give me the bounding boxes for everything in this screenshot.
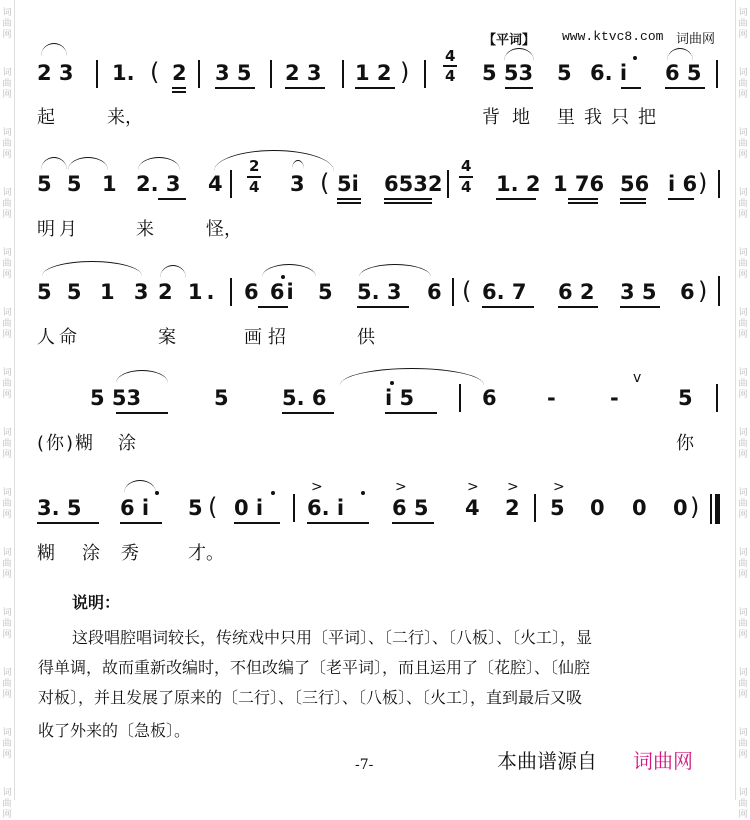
- watermark-char: 曲: [738, 739, 748, 749]
- note-group: 4: [208, 172, 223, 196]
- lyric: 里我只把: [557, 107, 665, 128]
- lyric: 供: [357, 327, 375, 348]
- lyric: 怪，: [206, 219, 242, 240]
- high-octave-dot: [155, 491, 159, 495]
- watermark-char: 词: [2, 68, 12, 78]
- page-number: -7-: [355, 757, 374, 773]
- note-group: 6. i: [590, 61, 628, 85]
- lyric: 糊: [37, 543, 55, 564]
- underline: [620, 202, 646, 204]
- watermark-char: 曲: [2, 139, 12, 149]
- slur: [262, 264, 316, 277]
- time-sig-bottom: 4: [461, 178, 472, 196]
- underline: [172, 91, 186, 93]
- watermark-char: 网: [738, 690, 748, 700]
- rest: 0: [632, 496, 647, 520]
- lyric: 人命: [37, 327, 81, 348]
- watermark-char: 网: [2, 750, 12, 760]
- note-group: 0 i: [234, 496, 264, 520]
- note-group: 56: [620, 172, 650, 196]
- lyric: 案: [158, 327, 176, 348]
- bar-line: [424, 60, 426, 88]
- time-sig-bottom: 4: [445, 67, 456, 85]
- accent-mark-icon: >: [553, 479, 565, 495]
- note-group: 5: [188, 496, 203, 520]
- section-tag: 【平词】: [483, 33, 536, 48]
- bar-line: [447, 170, 449, 198]
- watermark-char: 网: [738, 810, 748, 820]
- watermark-char: 曲: [2, 679, 12, 689]
- underline: [385, 412, 437, 414]
- watermark-char: 曲: [2, 19, 12, 29]
- underline: [337, 198, 361, 200]
- watermark-char: 曲: [2, 739, 12, 749]
- time-sig-top: 4: [461, 157, 472, 175]
- notes-line: 对板〕，并且发展了原来的〔二行〕、〔三行〕、〔八板〕、〔火工〕，直到最后又吸: [38, 688, 583, 707]
- note-group: 6: [427, 280, 442, 304]
- note-group: 2. 3: [136, 172, 181, 196]
- bar-line: [718, 170, 720, 198]
- note-group: i 6: [668, 172, 698, 196]
- watermark-char: 词: [738, 488, 748, 498]
- lyric: 涂: [82, 543, 100, 564]
- watermark-char: 词: [738, 248, 748, 258]
- watermark-char: 曲: [2, 619, 12, 629]
- time-sig-top: 4: [445, 47, 456, 65]
- watermark-char: 词: [2, 488, 12, 498]
- note-group: 3 5: [620, 280, 657, 304]
- underline: [337, 202, 361, 204]
- note-group: 5: [678, 386, 693, 410]
- watermark-char: 曲: [738, 139, 748, 149]
- bar-line: [716, 384, 718, 412]
- watermark-char: 曲: [2, 79, 12, 89]
- note-group: 6. 7: [482, 280, 527, 304]
- watermark-char: 词: [738, 188, 748, 198]
- watermark-char: 网: [2, 690, 12, 700]
- underline: [307, 522, 369, 524]
- close-paren: ): [400, 58, 410, 86]
- watermark-char: 网: [738, 510, 748, 520]
- note-group: 5i: [337, 172, 359, 196]
- underline: [285, 87, 325, 89]
- lyric: 秀: [121, 543, 139, 564]
- final-bar-thick: [715, 494, 720, 524]
- underline: [172, 87, 186, 89]
- notes-line: 收了外来的〔急板〕。: [38, 721, 191, 740]
- watermark-char: 曲: [738, 619, 748, 629]
- watermark-char: 曲: [738, 259, 748, 269]
- watermark-char: 曲: [2, 559, 12, 569]
- left-watermark-strip: [0, 0, 15, 820]
- underline: [215, 87, 255, 89]
- watermark-char: 词: [2, 308, 12, 318]
- accent-mark-icon: >: [467, 479, 479, 495]
- note-group: 2 3: [37, 61, 74, 85]
- note-group: 2 1.: [158, 280, 219, 304]
- underline: [665, 87, 705, 89]
- high-octave-dot: [390, 381, 394, 385]
- watermark-char: 曲: [738, 379, 748, 389]
- watermark-char: 网: [2, 150, 12, 160]
- underline: [158, 198, 186, 200]
- bar-line: [452, 278, 454, 306]
- note-group: 5 53: [90, 386, 142, 410]
- watermark-char: 词: [738, 68, 748, 78]
- note-group: 5: [557, 61, 572, 85]
- bar-line: [716, 60, 718, 88]
- lyric: 来，: [107, 107, 143, 128]
- slur: [41, 43, 67, 56]
- underline: [392, 522, 434, 524]
- watermark-char: 网: [738, 210, 748, 220]
- dash: -: [547, 386, 556, 410]
- watermark-char: 网: [2, 810, 12, 820]
- slur: [504, 48, 534, 61]
- note-group: 3 5: [215, 61, 252, 85]
- watermark-char: 曲: [738, 199, 748, 209]
- open-paren: (: [320, 169, 330, 197]
- slur: [116, 370, 168, 383]
- open-paren: (: [462, 277, 472, 305]
- note-group: 6 i: [120, 496, 150, 520]
- watermark-char: 曲: [738, 319, 748, 329]
- watermark-char: 网: [738, 270, 748, 280]
- watermark-char: 词: [738, 128, 748, 138]
- slur: [41, 157, 67, 170]
- watermark-char: 曲: [2, 799, 12, 809]
- note-group: 5. 3: [357, 280, 402, 304]
- watermark-char: 网: [2, 630, 12, 640]
- bar-line: [459, 384, 461, 412]
- watermark-char: 网: [2, 570, 12, 580]
- accent-mark-icon: >: [311, 479, 323, 495]
- watermark-char: 曲: [738, 679, 748, 689]
- watermark-char: 网: [2, 450, 12, 460]
- note-group: 1: [102, 172, 117, 196]
- accent-mark-icon: >: [507, 479, 519, 495]
- watermark-char: 词: [738, 788, 748, 798]
- close-paren: ): [698, 277, 708, 305]
- watermark-char: 网: [738, 750, 748, 760]
- underline: [234, 522, 280, 524]
- note-group: 1. 2: [496, 172, 541, 196]
- watermark-char: 网: [738, 90, 748, 100]
- watermark-char: 网: [738, 30, 748, 40]
- watermark-char: 网: [2, 510, 12, 520]
- note-group: 1 3: [100, 280, 155, 304]
- watermark-char: 曲: [738, 79, 748, 89]
- underline: [37, 522, 99, 524]
- note-group: 3. 5: [37, 496, 82, 520]
- dash: -: [610, 386, 619, 410]
- note-group: 5 5: [37, 280, 86, 304]
- underline: [116, 412, 168, 414]
- watermark-char: 曲: [2, 259, 12, 269]
- notes-heading: 说明：: [72, 593, 121, 612]
- watermark-char: 曲: [2, 199, 12, 209]
- underline: [505, 87, 533, 89]
- underline: [482, 306, 534, 308]
- notes-line: 这段唱腔唱词较长，传统戏中只用〔平词〕、〔二行〕、〔八板〕、〔火工〕，显: [72, 628, 593, 647]
- slur: [160, 265, 186, 278]
- note-group: 1 2: [355, 61, 392, 85]
- watermark-char: 网: [738, 330, 748, 340]
- note-group: 2 3: [285, 61, 322, 85]
- watermark-char: 词: [738, 8, 748, 18]
- lyric: (你)糊: [37, 433, 96, 454]
- note-group: 2: [505, 496, 520, 520]
- slur: [667, 48, 693, 61]
- bar-line: [342, 60, 344, 88]
- lyric: 背地: [482, 107, 542, 128]
- high-octave-dot: [361, 491, 365, 495]
- open-paren: (: [208, 493, 218, 521]
- watermark-char: 曲: [738, 19, 748, 29]
- time-sig-top: 2: [249, 157, 260, 175]
- rest: 0: [673, 496, 688, 520]
- site-name: 词曲网: [676, 32, 716, 47]
- watermark-char: 词: [738, 308, 748, 318]
- lyric: 来: [136, 219, 154, 240]
- bar-line: [96, 60, 98, 88]
- watermark-char: 词: [2, 8, 12, 18]
- note-group: 6 6i: [244, 280, 296, 304]
- watermark-char: 网: [2, 90, 12, 100]
- note-group: 6 2: [558, 280, 595, 304]
- underline: [558, 306, 598, 308]
- watermark-char: 网: [738, 630, 748, 640]
- watermark-char: 词: [738, 428, 748, 438]
- watermark-char: 词: [738, 608, 748, 618]
- underline: [668, 198, 694, 200]
- high-octave-dot: [633, 56, 637, 60]
- watermark-char: 词: [738, 548, 748, 558]
- lyric: 涂: [118, 433, 136, 454]
- watermark-char: 词: [738, 668, 748, 678]
- bar-line: [270, 60, 272, 88]
- note-group: 5. 6: [282, 386, 327, 410]
- slur: [42, 261, 142, 276]
- watermark-char: 曲: [738, 799, 748, 809]
- watermark-char: 曲: [738, 499, 748, 509]
- underline: [620, 198, 646, 200]
- watermark-char: 网: [738, 570, 748, 580]
- slur: [68, 157, 108, 170]
- note-group: 1.: [112, 61, 135, 85]
- watermark-char: 网: [738, 150, 748, 160]
- watermark-char: 网: [2, 390, 12, 400]
- underline: [258, 306, 288, 308]
- bar-line: [230, 278, 232, 306]
- watermark-char: 网: [738, 450, 748, 460]
- note-group: 1 76: [553, 172, 605, 196]
- watermark-char: 词: [2, 668, 12, 678]
- underline: [621, 87, 641, 89]
- note-group: i 5: [385, 386, 415, 410]
- slur: [359, 264, 431, 277]
- accent-mark-icon: >: [395, 479, 407, 495]
- watermark-char: 曲: [2, 319, 12, 329]
- high-octave-dot: [271, 491, 275, 495]
- bar-line: [718, 276, 720, 306]
- underline: [568, 198, 598, 200]
- right-watermark-strip: [735, 0, 750, 820]
- source-label: 本曲谱源自: [497, 749, 597, 773]
- watermark-char: 词: [2, 428, 12, 438]
- watermark-char: 曲: [738, 439, 748, 449]
- notes-line: 得单调，故而重新改编时，不但改编了〔老平词〕，而且运用了〔花腔〕、〔仙腔: [38, 658, 591, 677]
- bar-line: [293, 494, 295, 522]
- lyric: 画招: [244, 327, 292, 348]
- bar-line: [534, 494, 536, 522]
- watermark-char: 曲: [2, 439, 12, 449]
- underline: [568, 202, 598, 204]
- note-group: 4: [465, 496, 480, 520]
- final-bar-thin: [710, 494, 712, 524]
- lyric: 才。: [188, 543, 224, 564]
- lyric: 起: [37, 107, 55, 128]
- breath-mark-icon: v: [633, 370, 642, 386]
- tie: [214, 150, 334, 171]
- watermark-char: 词: [2, 548, 12, 558]
- note-group: 6 5: [392, 496, 429, 520]
- slur: [124, 480, 156, 493]
- watermark-char: 词: [2, 608, 12, 618]
- watermark-char: 词: [2, 788, 12, 798]
- underline: [496, 198, 536, 200]
- site-url: www.ktvc8.com: [562, 29, 664, 44]
- high-octave-dot: [281, 275, 285, 279]
- watermark-char: 网: [2, 210, 12, 220]
- watermark-char: 词: [2, 368, 12, 378]
- watermark-char: 网: [2, 30, 12, 40]
- close-paren: ): [698, 169, 708, 197]
- watermark-char: 词: [738, 368, 748, 378]
- lyric: 你: [676, 433, 694, 454]
- time-sig-bottom: 4: [249, 178, 260, 196]
- watermark-char: 曲: [738, 559, 748, 569]
- note-group: 5: [550, 496, 565, 520]
- note-group: 5: [318, 280, 333, 304]
- note-group: 6. i: [307, 496, 345, 520]
- watermark-char: 网: [2, 270, 12, 280]
- slur: [340, 368, 484, 385]
- underline: [357, 306, 409, 308]
- slur: [138, 157, 180, 170]
- watermark-char: 词: [2, 728, 12, 738]
- note-group: 5 53: [482, 61, 534, 85]
- lyric: 明月: [37, 219, 81, 240]
- note-group: 6 5: [665, 61, 702, 85]
- underline: [355, 87, 395, 89]
- watermark-char: 词: [2, 188, 12, 198]
- underline: [282, 412, 334, 414]
- rest: 0: [590, 496, 605, 520]
- watermark-char: 曲: [2, 379, 12, 389]
- brand-name[interactable]: 词曲网: [633, 749, 693, 773]
- watermark-char: 曲: [2, 499, 12, 509]
- note-group: 5 5: [37, 172, 86, 196]
- watermark-char: 词: [738, 728, 748, 738]
- close-paren: ): [690, 493, 700, 521]
- watermark-char: 网: [738, 390, 748, 400]
- underline: [384, 202, 432, 204]
- note-group: 6: [680, 280, 695, 304]
- watermark-char: 词: [2, 248, 12, 258]
- bar-line: [198, 60, 200, 88]
- open-paren: (: [150, 58, 160, 86]
- watermark-char: 网: [2, 330, 12, 340]
- note-group: 3: [290, 172, 305, 196]
- bar-line: [230, 170, 232, 198]
- note-group: 6532: [384, 172, 443, 196]
- note-group: 6: [482, 386, 497, 410]
- underline: [120, 522, 162, 524]
- underline: [620, 306, 660, 308]
- note-group: 2: [172, 61, 187, 85]
- note-group: 5: [214, 386, 229, 410]
- underline: [384, 198, 432, 200]
- watermark-char: 词: [2, 128, 12, 138]
